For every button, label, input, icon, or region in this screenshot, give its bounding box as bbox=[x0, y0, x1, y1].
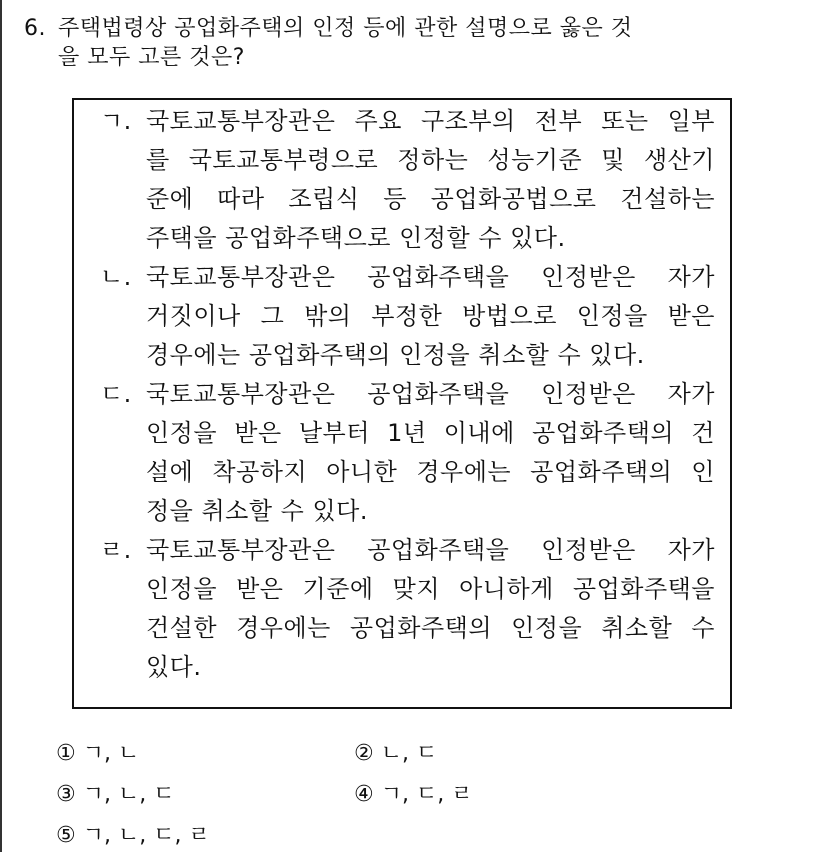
statement-line: 준에 따라 조립식 등 공업화공법으로 건설하는 bbox=[146, 185, 715, 213]
choice-value: ㄱ, ㄴ, ㄷ bbox=[82, 782, 175, 807]
statement-line: 인정을 받은 기준에 맞지 아니하게 공업화주택을 bbox=[146, 575, 715, 603]
choice-label: ③ bbox=[56, 782, 76, 807]
statement-line: 를 국토교통부령으로 정하는 성능기준 및 생산기 bbox=[146, 146, 715, 174]
statement-marker: ㄴ. bbox=[100, 263, 132, 291]
choice-4[interactable] bbox=[354, 777, 472, 808]
statement-c bbox=[100, 375, 715, 531]
statement-line: 국토교통부장관은 주요 구조부의 전부 또는 일부 bbox=[146, 107, 715, 135]
choice-3[interactable] bbox=[56, 777, 174, 808]
choice-value: ㄱ, ㄴ, ㄷ, ㄹ bbox=[82, 823, 210, 848]
statement-a bbox=[100, 102, 715, 258]
statement-marker: ㄱ. bbox=[100, 107, 132, 135]
choice-label: ② bbox=[354, 741, 374, 766]
statement-line: 건설한 경우에는 공업화주택의 인정을 취소할 수 bbox=[146, 614, 715, 642]
statement-line: 있다. bbox=[146, 653, 202, 681]
choice-label: ① bbox=[56, 741, 76, 766]
statement-b bbox=[100, 258, 715, 375]
statement-line: 국토교통부장관은 공업화주택을 인정받은 자가 bbox=[146, 536, 715, 564]
statement-marker: ㄹ. bbox=[100, 536, 132, 564]
statement-line: 국토교통부장관은 공업화주택을 인정받은 자가 bbox=[146, 263, 715, 291]
choice-label: ⑤ bbox=[56, 823, 76, 848]
statement-line: 인정을 받은 날부터 1년 이내에 공업화주택의 건 bbox=[146, 419, 715, 447]
statement-line: 주택을 공업화주택으로 인정할 수 있다. bbox=[146, 224, 566, 252]
question-number: 6. bbox=[24, 16, 46, 41]
statement-line: 정을 취소할 수 있다. bbox=[146, 497, 368, 525]
question-text-line2: 을 모두 고른 것은? bbox=[58, 45, 245, 70]
statement-line: 거짓이나 그 밖의 부정한 방법으로 인정을 받은 bbox=[146, 302, 715, 330]
choice-1[interactable] bbox=[56, 736, 139, 767]
choice-5[interactable] bbox=[56, 818, 210, 849]
choice-2[interactable] bbox=[354, 736, 437, 767]
left-margin-rule bbox=[0, 0, 2, 852]
question-stem bbox=[24, 14, 804, 72]
choice-value: ㄱ, ㄷ, ㄹ bbox=[380, 782, 473, 807]
statement-line: 설에 착공하지 아니한 경우에는 공업화주택의 인 bbox=[146, 458, 715, 486]
statement-marker: ㄷ. bbox=[100, 380, 132, 408]
statement-line: 경우에는 공업화주택의 인정을 취소할 수 있다. bbox=[146, 341, 645, 369]
statement-box bbox=[72, 98, 732, 709]
choice-label: ④ bbox=[354, 782, 374, 807]
question-text-line1: 주택법령상 공업화주택의 인정 등에 관한 설명으로 옳은 것 bbox=[58, 16, 633, 41]
choice-value: ㄴ, ㄷ bbox=[380, 741, 438, 766]
choice-value: ㄱ, ㄴ bbox=[82, 741, 140, 766]
statement-line: 국토교통부장관은 공업화주택을 인정받은 자가 bbox=[146, 380, 715, 408]
statement-d bbox=[100, 531, 715, 687]
